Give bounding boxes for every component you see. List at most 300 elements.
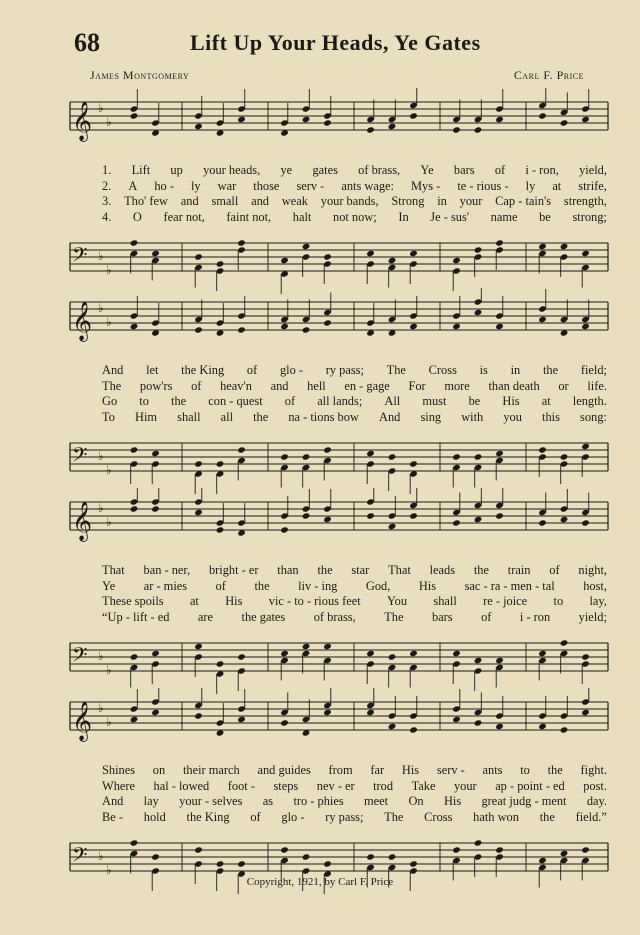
lyric-word: Ye bbox=[102, 578, 116, 593]
lyric-word: ap - point - ed bbox=[495, 778, 565, 793]
note-head bbox=[560, 726, 569, 733]
note-head bbox=[194, 846, 203, 853]
note-head bbox=[216, 460, 225, 467]
note-head bbox=[388, 257, 397, 264]
lyric-word: of brass, bbox=[313, 609, 356, 624]
lyric-word: host, bbox=[583, 578, 607, 593]
flat-sign: ♭ bbox=[106, 663, 112, 677]
note-head bbox=[151, 450, 160, 457]
lyric-word: great judg - ment bbox=[481, 794, 567, 808]
note-head bbox=[581, 116, 590, 123]
lyric-word: lay, bbox=[589, 594, 607, 608]
flat-sign: ♭ bbox=[98, 449, 104, 463]
lyric-word: God, bbox=[365, 578, 391, 593]
note-head bbox=[538, 723, 547, 730]
note-head bbox=[130, 323, 139, 330]
lyric-word: their march bbox=[182, 763, 240, 777]
note-head bbox=[452, 257, 461, 264]
note-head bbox=[216, 526, 225, 533]
note-head bbox=[323, 516, 332, 523]
lyric-word: Lift bbox=[131, 163, 151, 177]
lyric-word: of bbox=[549, 563, 560, 577]
note-head bbox=[452, 453, 461, 460]
note-head bbox=[237, 239, 246, 246]
note-head bbox=[323, 446, 332, 453]
note-head bbox=[388, 123, 397, 130]
lyric-word: the gates bbox=[241, 609, 286, 624]
note-head bbox=[130, 239, 139, 246]
note-head bbox=[538, 316, 547, 323]
lyric-word: A bbox=[128, 178, 138, 193]
note-head bbox=[323, 643, 332, 650]
note-head bbox=[366, 853, 375, 860]
note-head bbox=[409, 726, 418, 733]
lyric-word: And bbox=[102, 794, 124, 808]
note-head bbox=[474, 719, 483, 726]
note-head bbox=[388, 653, 397, 660]
note-head bbox=[302, 453, 311, 460]
lyric-word: the bbox=[171, 394, 187, 408]
note-head bbox=[280, 846, 289, 853]
lyric-word: or bbox=[558, 378, 569, 393]
note-head bbox=[237, 860, 246, 867]
treble-staff bbox=[62, 288, 614, 360]
lyric-word: faint not, bbox=[226, 209, 272, 224]
lyric-word: in bbox=[510, 363, 521, 377]
note-head bbox=[495, 846, 504, 853]
lyric-word: His bbox=[418, 578, 437, 593]
note-head bbox=[302, 116, 311, 123]
note-head bbox=[538, 857, 547, 864]
note-head bbox=[323, 709, 332, 716]
lyrics-block bbox=[102, 563, 607, 625]
note-head bbox=[538, 446, 547, 453]
note-head bbox=[151, 853, 160, 860]
hymn-number: 68 bbox=[74, 28, 100, 57]
note-head bbox=[323, 860, 332, 867]
lyric-word: 3. bbox=[102, 194, 112, 208]
note-head bbox=[194, 509, 203, 516]
lyric-word: Strong bbox=[391, 194, 425, 208]
lyric-word: the bbox=[317, 563, 333, 577]
note-head bbox=[194, 326, 203, 333]
note-head bbox=[130, 505, 139, 512]
note-head bbox=[323, 253, 332, 260]
lyric-word: ly bbox=[190, 178, 201, 193]
lyric-word: than bbox=[277, 563, 299, 577]
lyric-word: na - tions bow bbox=[288, 409, 359, 424]
lyric-word: Ye bbox=[420, 163, 434, 177]
lyric-line bbox=[102, 579, 607, 595]
note-head bbox=[280, 650, 289, 657]
note-head bbox=[151, 250, 160, 257]
note-head bbox=[452, 519, 461, 526]
lyric-word: con - quest bbox=[208, 394, 263, 408]
note-head bbox=[237, 653, 246, 660]
flat-sign: ♭ bbox=[98, 249, 104, 263]
lyric-word: hal - lowed bbox=[153, 778, 210, 793]
flat-sign: ♭ bbox=[98, 301, 104, 315]
lyric-word: Be - bbox=[102, 809, 123, 824]
bass-clef: 𝄢 bbox=[72, 643, 88, 671]
lyric-word: For bbox=[408, 378, 426, 393]
lyric-word: glo - bbox=[279, 363, 304, 377]
music-system-2 bbox=[62, 288, 614, 501]
note-head bbox=[409, 112, 418, 119]
lyric-word: on bbox=[152, 763, 166, 777]
lyric-word: war bbox=[217, 178, 237, 193]
flat-sign: ♭ bbox=[106, 315, 112, 329]
note-head bbox=[452, 650, 461, 657]
lyric-word: name bbox=[490, 209, 518, 224]
note-head bbox=[237, 446, 246, 453]
lyric-word: of bbox=[494, 163, 506, 177]
lyric-word: at bbox=[541, 394, 551, 408]
lyric-word: That bbox=[102, 563, 125, 577]
flat-sign: ♭ bbox=[106, 863, 112, 877]
bass-clef: 𝄢 bbox=[72, 443, 88, 471]
note-head bbox=[495, 450, 504, 457]
lyric-word: from bbox=[328, 763, 353, 777]
lyric-word: the King bbox=[186, 809, 230, 824]
lyric-line bbox=[102, 363, 607, 379]
flat-sign: ♭ bbox=[98, 701, 104, 715]
note-head bbox=[474, 246, 483, 253]
lyric-word: train bbox=[507, 563, 531, 577]
lyrics-block bbox=[102, 763, 607, 825]
lyric-word: Je - sus' bbox=[430, 209, 470, 224]
lyric-word: i - ron, bbox=[525, 163, 559, 177]
lyric-line bbox=[102, 194, 607, 210]
note-head bbox=[323, 119, 332, 126]
lyric-word: “Up - lift - ed bbox=[102, 609, 170, 624]
lyric-word: of bbox=[215, 578, 226, 593]
lyric-word: pow'rs bbox=[139, 378, 173, 393]
flat-sign: ♭ bbox=[98, 101, 104, 115]
lyric-word: more bbox=[444, 378, 470, 393]
note-head bbox=[581, 709, 590, 716]
note-head bbox=[366, 126, 375, 133]
note-head bbox=[280, 453, 289, 460]
lyric-word: yield; bbox=[578, 609, 607, 624]
lyric-word: ry pass; bbox=[325, 363, 364, 377]
lyric-word: and bbox=[270, 378, 289, 393]
note-head bbox=[474, 657, 483, 664]
note-head bbox=[538, 519, 547, 526]
lyric-word: to bbox=[139, 394, 149, 408]
lyric-line bbox=[102, 610, 607, 626]
lyric-word: The bbox=[384, 809, 404, 824]
lyric-word: te - rious - bbox=[457, 178, 509, 193]
lyric-word: His bbox=[225, 594, 243, 608]
lyric-word: To bbox=[102, 409, 115, 424]
flat-sign: ♭ bbox=[106, 263, 112, 277]
lyric-word: star bbox=[351, 563, 370, 577]
lyric-word: the King bbox=[181, 363, 225, 377]
flat-sign: ♭ bbox=[98, 649, 104, 663]
lyric-word: The bbox=[386, 363, 406, 377]
note-head bbox=[474, 126, 483, 133]
note-head bbox=[560, 453, 569, 460]
lyric-word: to bbox=[520, 763, 530, 777]
lyric-word: of bbox=[246, 363, 258, 377]
lyric-line bbox=[102, 763, 607, 779]
flat-sign: ♭ bbox=[106, 515, 112, 529]
note-head bbox=[474, 309, 483, 316]
lyric-word: this bbox=[542, 409, 560, 424]
lyric-word: ho - bbox=[154, 178, 174, 193]
lyric-word: the bbox=[473, 563, 489, 577]
note-head bbox=[280, 719, 289, 726]
lyric-word: heav'n bbox=[220, 378, 252, 393]
note-head bbox=[581, 443, 590, 450]
lyric-word: must bbox=[422, 394, 447, 408]
lyric-line bbox=[102, 810, 607, 826]
lyric-word: And bbox=[102, 363, 124, 377]
note-head bbox=[581, 653, 590, 660]
note-head bbox=[560, 119, 569, 126]
lyric-word: than death bbox=[488, 378, 540, 393]
note-head bbox=[495, 657, 504, 664]
lyric-word: in bbox=[437, 194, 447, 208]
treble-staff bbox=[62, 88, 614, 160]
lyric-word: 1. bbox=[102, 163, 112, 177]
lyric-word: the bbox=[539, 809, 555, 824]
note-head bbox=[538, 243, 547, 250]
note-head bbox=[302, 512, 311, 519]
lyric-word: Go bbox=[102, 394, 118, 408]
note-head bbox=[409, 323, 418, 330]
lyric-word: strength, bbox=[563, 194, 607, 208]
note-head bbox=[366, 650, 375, 657]
lyric-word: at bbox=[552, 178, 562, 193]
lyric-word: shall bbox=[433, 594, 457, 608]
note-head bbox=[388, 453, 397, 460]
lyric-word: The bbox=[384, 609, 404, 624]
note-head bbox=[452, 846, 461, 853]
lyric-word: and bbox=[251, 194, 269, 208]
bass-clef: 𝄢 bbox=[72, 843, 88, 871]
treble-clef: 𝄞 bbox=[72, 301, 93, 341]
lyric-word: 2. bbox=[102, 178, 112, 193]
note-head bbox=[560, 850, 569, 857]
lyric-word: your bands, bbox=[320, 194, 379, 208]
flat-sign: ♭ bbox=[106, 715, 112, 729]
lyric-word: hold bbox=[143, 809, 166, 824]
lyric-word: yield, bbox=[579, 163, 607, 177]
lyrics-block bbox=[102, 163, 607, 225]
lyric-line bbox=[102, 563, 607, 579]
lyric-word: And bbox=[379, 409, 401, 424]
note-head bbox=[216, 660, 225, 667]
lyric-word: ye bbox=[280, 163, 293, 177]
lyric-word: Tho' few bbox=[124, 194, 168, 208]
lyrics-block bbox=[102, 363, 607, 425]
lyric-word: at bbox=[189, 594, 199, 608]
lyric-word: the bbox=[254, 578, 270, 593]
note-head bbox=[495, 323, 504, 330]
lyric-word: In bbox=[398, 209, 409, 224]
note-head bbox=[538, 650, 547, 657]
author-credit: James Montgomery bbox=[90, 68, 190, 82]
note-head bbox=[560, 516, 569, 523]
lyric-word: strong; bbox=[572, 209, 607, 224]
lyric-word: i - ron bbox=[519, 609, 551, 624]
lyric-word: 4. bbox=[102, 209, 112, 224]
note-head bbox=[280, 257, 289, 264]
lyric-word: and bbox=[180, 194, 199, 208]
lyric-word: leads bbox=[429, 563, 456, 577]
lyric-word: of bbox=[481, 609, 492, 624]
note-head bbox=[130, 716, 139, 723]
lyric-line bbox=[102, 794, 607, 810]
lyric-word: trod bbox=[373, 778, 394, 793]
lyric-word: hell bbox=[307, 378, 326, 393]
note-head bbox=[409, 860, 418, 867]
lyric-word: are bbox=[197, 609, 214, 624]
lyric-word: all bbox=[220, 409, 234, 424]
lyric-word: the bbox=[547, 763, 563, 777]
lyric-word: of bbox=[250, 809, 261, 824]
flat-sign: ♭ bbox=[106, 463, 112, 477]
note-head bbox=[474, 516, 483, 523]
treble-clef: 𝄞 bbox=[72, 501, 93, 541]
lyric-word: be bbox=[468, 394, 481, 408]
lyric-word: up bbox=[170, 163, 183, 177]
lyric-word: is bbox=[479, 363, 488, 377]
note-head bbox=[237, 326, 246, 333]
note-head bbox=[452, 323, 461, 330]
lyric-word: bright - er bbox=[208, 563, 259, 577]
lyric-word: en - gage bbox=[344, 378, 390, 393]
note-head bbox=[194, 643, 203, 650]
lyric-word: field; bbox=[580, 363, 607, 377]
lyric-word: those bbox=[253, 178, 280, 193]
lyric-word: of bbox=[284, 394, 296, 408]
note-head bbox=[474, 839, 483, 846]
lyric-word: and guides bbox=[257, 763, 311, 777]
lyric-word: post. bbox=[583, 778, 607, 793]
note-head bbox=[151, 505, 160, 512]
lyric-word: the bbox=[542, 363, 559, 377]
lyric-line bbox=[102, 179, 607, 195]
lyric-word: vic - to - rious feet bbox=[268, 594, 361, 608]
lyric-word: Shines bbox=[102, 763, 136, 777]
lyric-line bbox=[102, 779, 607, 795]
note-head bbox=[130, 446, 139, 453]
lyric-word: your bbox=[459, 194, 483, 208]
lyric-word: Cross bbox=[428, 363, 457, 377]
note-head bbox=[495, 512, 504, 519]
note-head bbox=[237, 716, 246, 723]
bass-clef: 𝄢 bbox=[72, 243, 88, 271]
music-system-1 bbox=[62, 88, 614, 301]
lyric-word: foot - bbox=[227, 778, 255, 793]
note-head bbox=[452, 716, 461, 723]
lyric-word: fight. bbox=[580, 763, 607, 777]
lyric-word: meet bbox=[364, 794, 389, 808]
lyric-line bbox=[102, 163, 607, 179]
lyric-word: tro - phies bbox=[293, 794, 344, 808]
lyric-word: ly bbox=[525, 178, 536, 193]
lyric-word: far bbox=[370, 763, 385, 777]
note-head bbox=[194, 712, 203, 719]
lyric-line bbox=[102, 410, 607, 426]
treble-clef: 𝄞 bbox=[72, 101, 93, 141]
lyric-word: small bbox=[211, 194, 239, 208]
bass-staff bbox=[62, 829, 614, 901]
composer-credit: Carl F. Price bbox=[513, 68, 584, 82]
lyric-word: hath won bbox=[473, 809, 519, 824]
note-head bbox=[302, 243, 311, 250]
lyric-word: serv - bbox=[296, 178, 325, 193]
lyric-word: glo - bbox=[281, 809, 305, 824]
lyric-word: let bbox=[146, 363, 159, 377]
hymn-title: Lift Up Your Heads, Ye Gates bbox=[190, 30, 481, 55]
note-head bbox=[237, 116, 246, 123]
lyric-word: your bbox=[453, 778, 477, 793]
lyric-word: you bbox=[503, 409, 522, 424]
lyric-word: serv - bbox=[436, 763, 465, 777]
treble-staff bbox=[62, 488, 614, 560]
lyric-word: your - selves bbox=[179, 794, 243, 808]
copyright-notice: Copyright, 1921, by Carl F. Price bbox=[246, 876, 394, 888]
note-head bbox=[216, 260, 225, 267]
lyric-word: Cap - tain's bbox=[495, 194, 552, 208]
note-head bbox=[409, 250, 418, 257]
note-head bbox=[388, 853, 397, 860]
note-head bbox=[581, 250, 590, 257]
treble-clef: 𝄞 bbox=[72, 701, 93, 741]
note-head bbox=[280, 323, 289, 330]
note-head bbox=[388, 723, 397, 730]
lyric-word: sing bbox=[420, 409, 442, 424]
lyric-word: Cross bbox=[424, 809, 453, 824]
note-head bbox=[194, 460, 203, 467]
note-head bbox=[130, 839, 139, 846]
lyric-word: of brass, bbox=[358, 163, 401, 177]
lyric-word: of bbox=[191, 378, 202, 393]
lyric-line bbox=[102, 379, 607, 395]
note-head bbox=[388, 523, 397, 530]
lyric-word: On bbox=[408, 794, 424, 808]
lyric-word: ants wage: bbox=[341, 178, 394, 193]
lyric-word: night, bbox=[578, 563, 607, 577]
note-head bbox=[366, 512, 375, 519]
lyric-word: ry pass; bbox=[325, 809, 364, 824]
lyric-word: gates bbox=[312, 163, 338, 177]
note-head bbox=[130, 112, 139, 119]
lyric-word: fear not, bbox=[163, 209, 205, 224]
lyric-word: be bbox=[539, 209, 551, 224]
lyric-word: bars bbox=[453, 163, 475, 177]
lyric-word: re - joice bbox=[483, 594, 528, 608]
note-head bbox=[366, 250, 375, 257]
note-head bbox=[495, 723, 504, 730]
note-head bbox=[194, 253, 203, 260]
lyric-word: length. bbox=[572, 394, 607, 408]
lyric-line bbox=[102, 594, 607, 610]
lyric-word: not now; bbox=[333, 209, 377, 224]
lyric-word: your heads, bbox=[203, 163, 261, 177]
note-head bbox=[302, 326, 311, 333]
lyric-word: song: bbox=[580, 409, 607, 424]
lyric-word: Him bbox=[135, 409, 158, 424]
lyric-word: Take bbox=[411, 778, 436, 793]
note-head bbox=[409, 650, 418, 657]
lyric-word: field.” bbox=[575, 809, 607, 824]
lyric-word: ar - mies bbox=[143, 578, 188, 593]
